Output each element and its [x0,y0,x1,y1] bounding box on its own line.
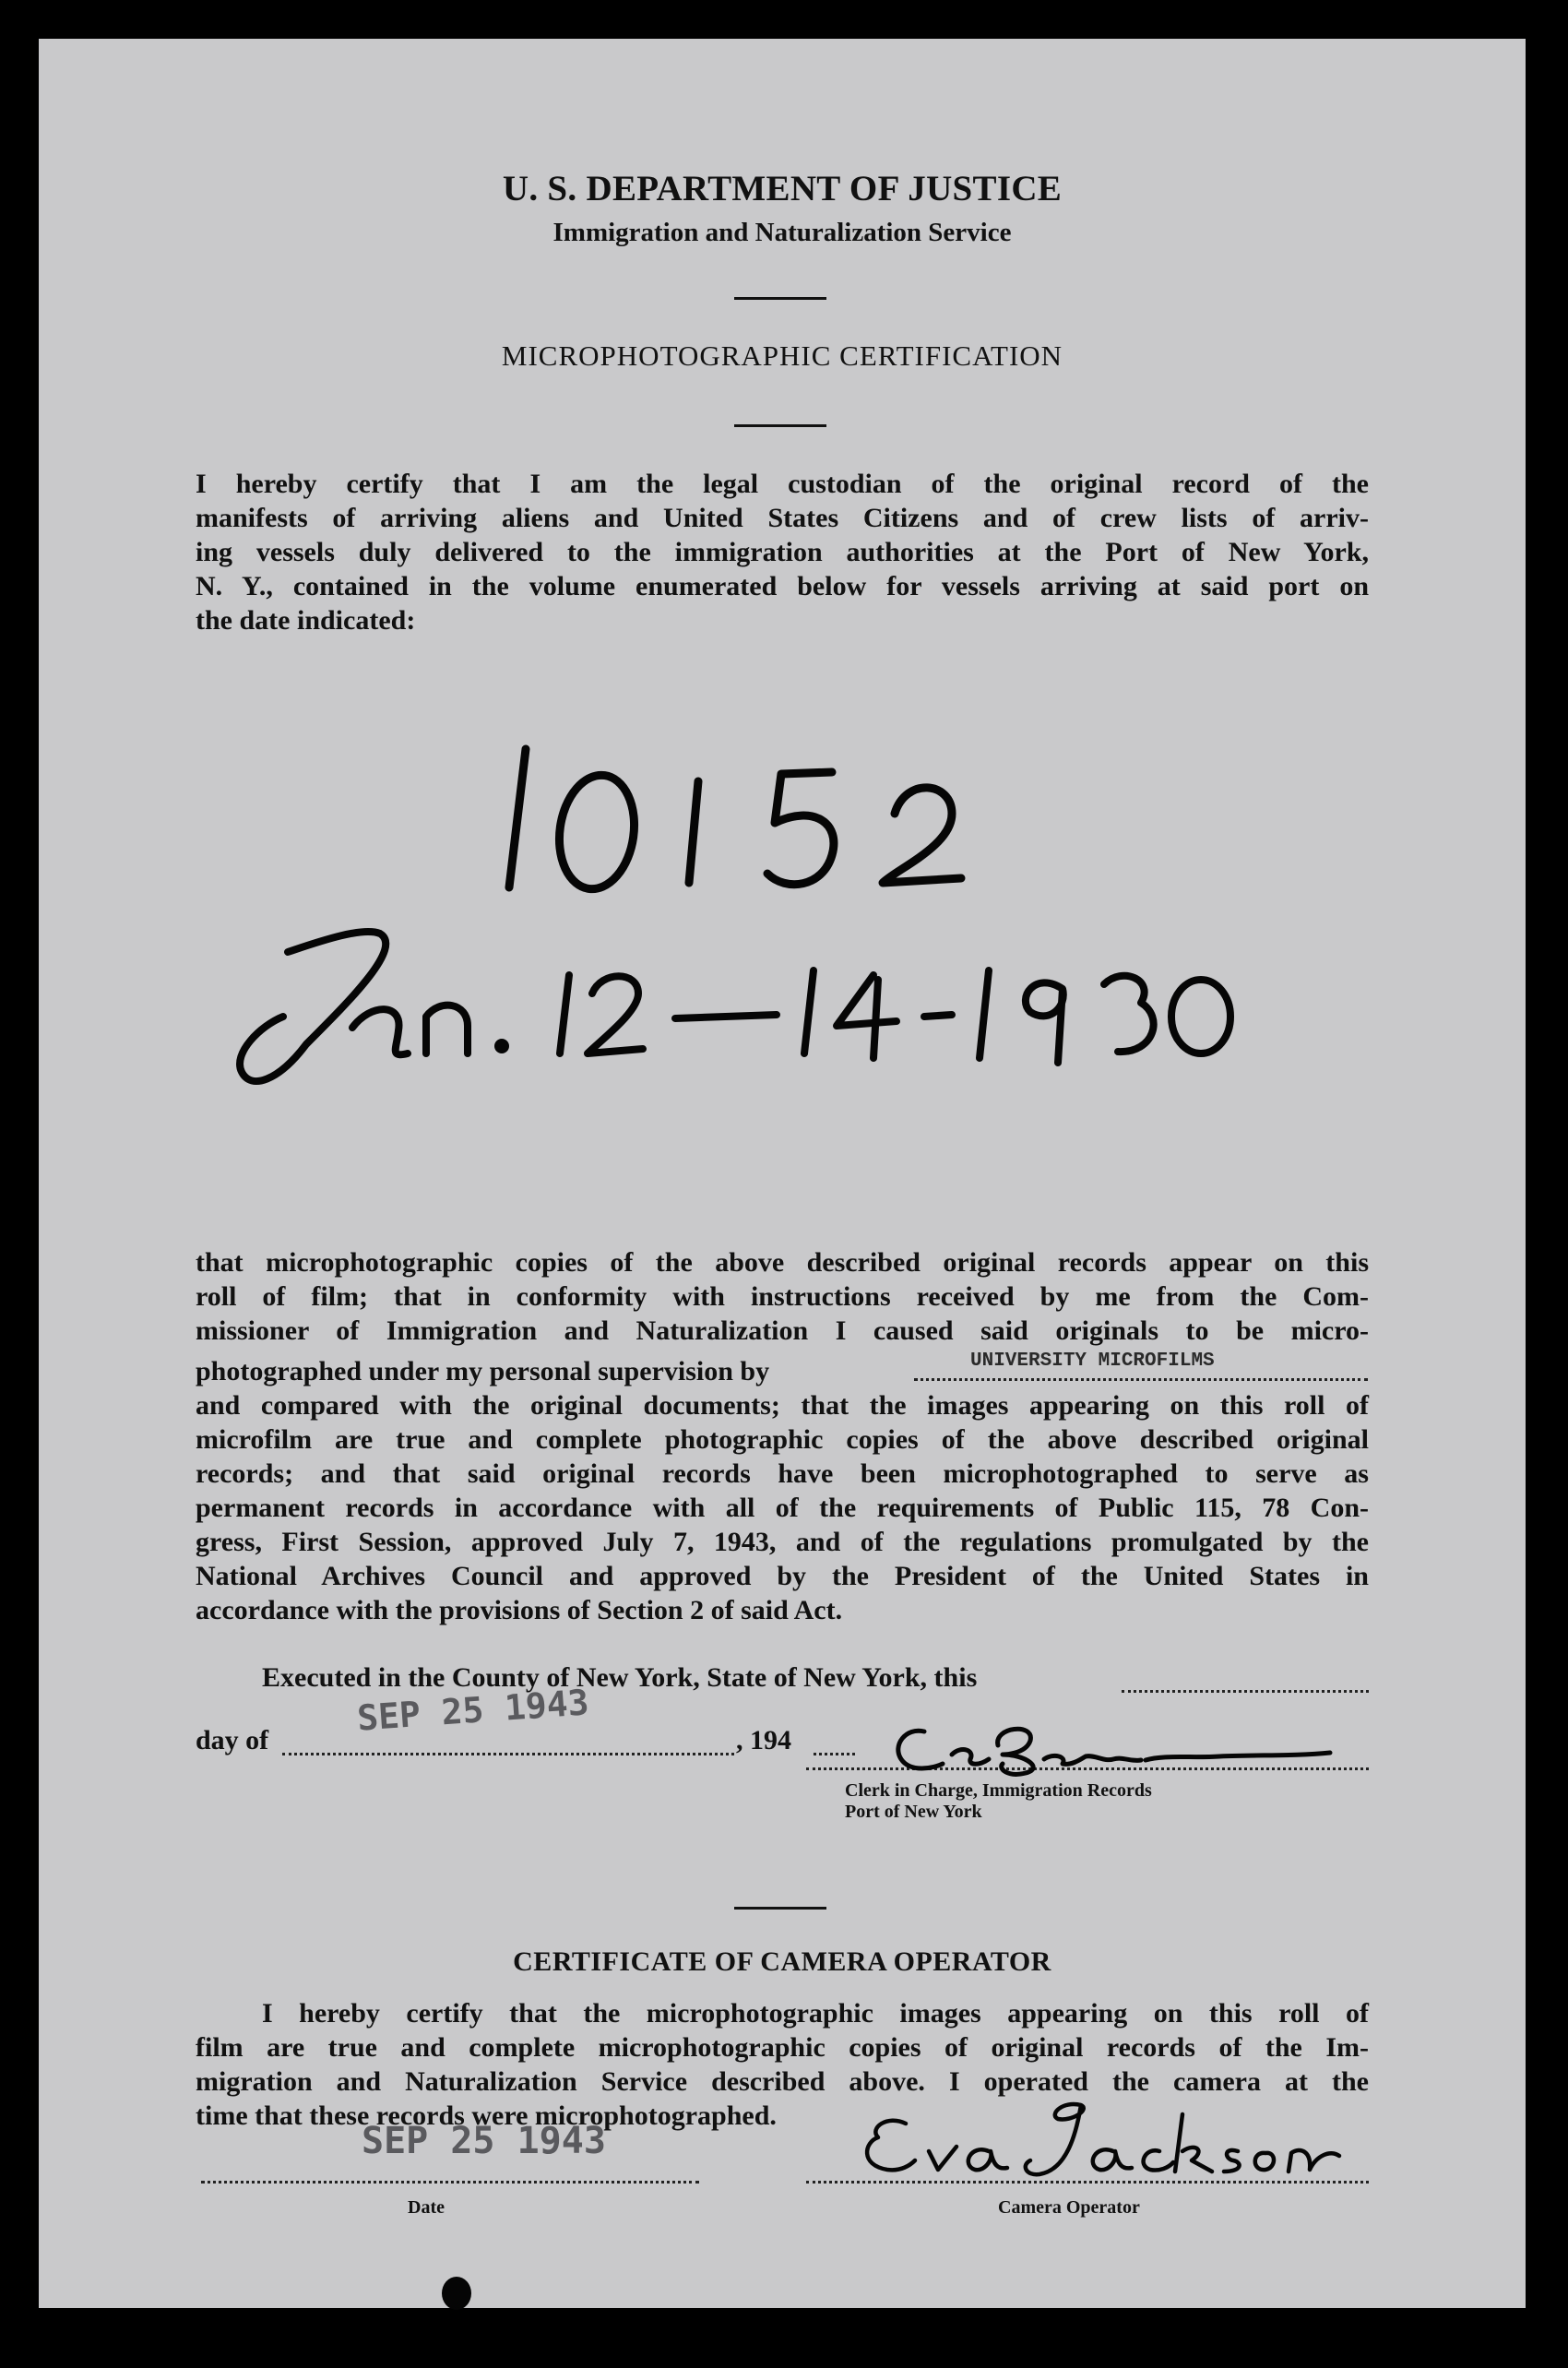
intro-line: the date indicated: [196,605,416,636]
photographed-by-dotted-line [914,1378,1368,1381]
intro-line: I hereby certify that I am the legal custodian of the original record of the [196,469,1369,499]
body-line: missioner of Immigration and Naturalization I caused said originals to be micro- [196,1315,1369,1346]
operator-signature [850,2087,1367,2188]
handwritten-volume-number [509,749,961,894]
operator-certificate-title: CERTIFICATE OF CAMERA OPERATOR [513,1946,1051,1977]
body-line: gress, First Session, approved July 7, 1943, and of the regulations promulgated by the [196,1527,1369,1557]
executed-day-dotted-line [1122,1690,1369,1693]
camera-operator-label: Camera Operator [998,2197,1140,2218]
year-label: , 194 [736,1725,791,1755]
intro-paragraph [196,467,1369,637]
photographed-by-label: photographed under my personal supervision by [196,1356,770,1386]
clerk-signature [887,1718,1404,1782]
intro-line: ing vessels duly delivered to the immigration authorities at the Port of New York, [196,537,1369,567]
operator-line: migration and Naturalization Service described above. I operated the camera at the [196,2066,1369,2097]
handwritten-entry [177,684,1376,1164]
body-line: microfilm are true and complete photographic copies of the above described original [196,1424,1369,1455]
operator-section-divider [734,1907,826,1910]
operator-line: time that these records were microphotographed. [196,2100,777,2131]
body-line: permanent records in accordance with all of the requirements of Public 115, 78 Con- [196,1493,1369,1523]
service-heading: Immigration and Naturalization Service [552,218,1012,247]
body-line: that microphotographic copies of the above described original records appear on this [196,1247,1369,1278]
clerk-title-line1: Clerk in Charge, Immigration Records [845,1780,1152,1801]
header-divider-bottom [734,424,826,427]
year-dotted-line [814,1753,855,1755]
operator-line: I hereby certify that the microphotographic images appearing on this roll of [262,1998,1369,2029]
executed-text: Executed in the County of New York, State of New York, this [262,1662,978,1693]
operator-date-line [201,2181,699,2184]
body-line: records; and that said original records have been microphotographed to serve as [196,1458,1369,1489]
body-paragraph [196,1245,1369,1627]
body-line: National Archives Council and approved by the President of the United States in [196,1561,1369,1591]
header-divider-top [734,297,826,300]
photographed-by-line [196,1348,1369,1388]
operator-line: film are true and complete microphotographic copies of original records of the Im- [196,2032,1369,2063]
film-punch-mark [442,2277,471,2310]
certificate-sheet [39,39,1526,2308]
day-of-label: day of [196,1725,269,1755]
handwritten-date-range [240,932,1230,1081]
intro-line: manifests of arriving aliens and United States Citizens and of crew lists of arriv- [196,503,1369,533]
intro-line: N. Y., contained in the volume enumerated below for vessels arriving at said port on [196,571,1369,601]
certification-title: MICROPHOTOGRAPHIC CERTIFICATION [501,339,1063,372]
photographed-by-value: UNIVERSITY MICROFILMS [970,1351,1215,1372]
body-line: roll of film; that in conformity with instructions received by me from the Com- [196,1281,1369,1312]
body-line: and compared with the original documents; that the images appearing on this roll of [196,1390,1369,1421]
department-heading: U. S. DEPARTMENT OF JUSTICE [502,169,1063,208]
operator-date-label: Date [408,2197,445,2218]
operator-date-stamp: SEP 25 1943 [362,2120,606,2162]
clerk-title-line2: Port of New York [845,1802,982,1822]
day-of-dotted-line [282,1753,734,1755]
executed-date-stamp: SEP 25 1943 [355,1682,590,1739]
body-line: accordance with the provisions of Section 2 of said Act. [196,1595,843,1625]
